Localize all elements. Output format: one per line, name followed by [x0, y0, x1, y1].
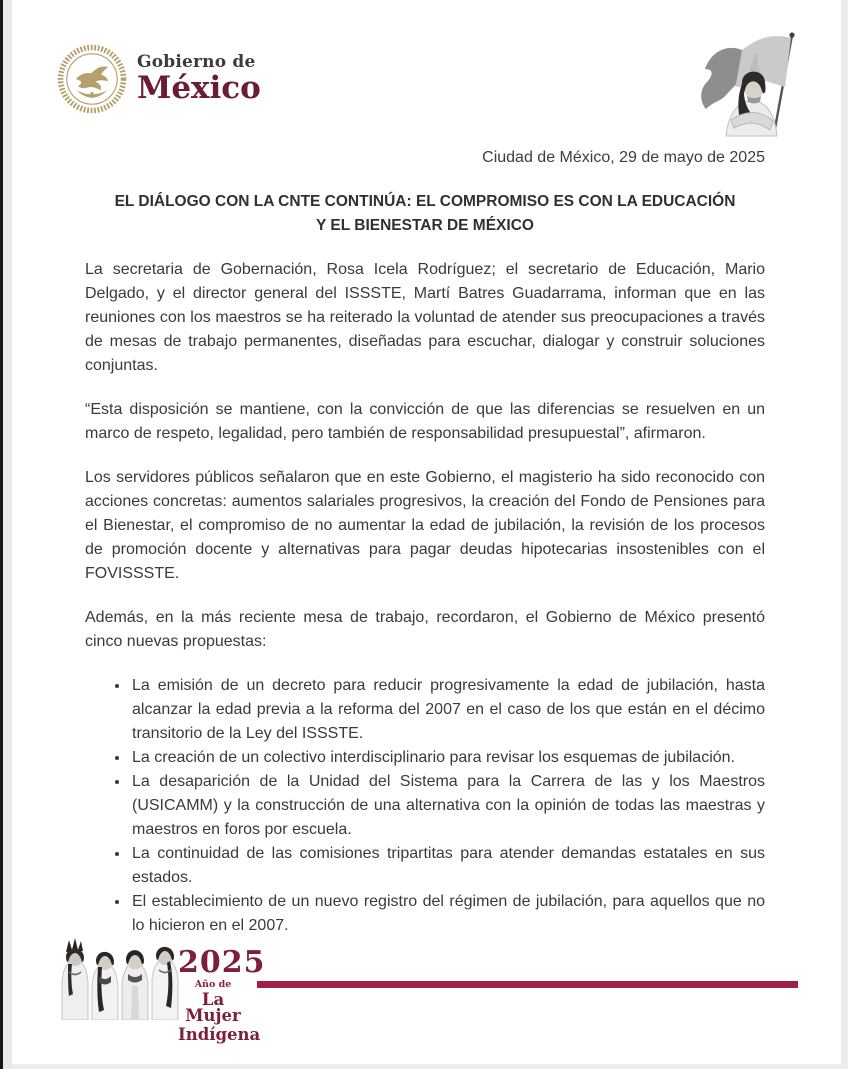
footer-2025-year-logo — [178, 945, 266, 1044]
footer-year-label: Año de — [194, 979, 232, 990]
gobierno-de-mexico-logo — [57, 44, 261, 114]
screenshot-right-gray-edge — [841, 0, 848, 1069]
proposal-item: • La continuidad de las comisiones tripartitas para atender demandas estatales en sus estados. — [130, 842, 765, 890]
title-line-2: Y EL BIENESTAR DE MÉXICO — [316, 217, 534, 234]
body-paragraphs — [85, 258, 765, 654]
logo-text-mexico: México — [137, 70, 261, 106]
body-paragraph: Además, en la más reciente mesa de trabajo, recordaron, el Gobierno de México presentó cinco nuevas propuestas: — [85, 609, 765, 650]
body-paragraph: La secretaria de Gobernación, Rosa Icela Rodríguez; el secretario de Educación, Mario Delgado, y el director general del ISSSTE, Martí Batres Guadarrama, informan que en las reuniones con los maestros se ha reiterado la voluntad de atender sus preocupaciones a través de mesas de trabajo permanentes, diseñadas para escuchar, dialogar y construir soluciones conjuntas. — [85, 261, 765, 374]
proposal-item: • La desaparición de la Unidad del Sistema para la Carrera de las y los Maestros (USICAMM) y la construcción de una alternativa con la opinión de todas las maestras y maestros en foros por escuela. — [130, 770, 765, 842]
footer-subject-line-2: Indígena — [178, 1024, 261, 1044]
footer-year: 2025 — [178, 945, 266, 980]
press-release-body — [85, 146, 765, 938]
screenshot-left-gray-edge — [3, 0, 12, 1069]
screenshot-bottom-gray-edge — [12, 1064, 841, 1069]
footer-subject-line-1: La Mujer — [185, 989, 241, 1025]
footer-divider-line — [257, 981, 798, 988]
proposal-item: • El establecimiento de un nuevo registro del régimen de jubilación, para aquellos que no lo hicieron en el 2007. — [130, 890, 765, 938]
press-release-title — [85, 190, 765, 238]
proposal-item: • La emisión de un decreto para reducir progresivamente la edad de jubilación, hasta alcanzar la edad previa a la reforma del 2007 en el caso de los que están en el décimo transitorio de la Ley del ISSSTE. — [130, 674, 765, 746]
four-indigenous-women-illustration — [56, 936, 188, 1020]
proposal-item: • La creación de un colectivo interdisciplinario para revisar los esquemas de jubilación. — [130, 746, 765, 770]
title-line-1: EL DIÁLOGO CON LA CNTE CONTINÚA: EL COMPROMISO ES CON LA EDUCACIÓN — [114, 193, 736, 210]
woman-with-mexican-flag-illustration — [695, 30, 807, 138]
mexican-national-seal-icon — [57, 44, 127, 114]
logo-text-gobierno-de: Gobierno de — [137, 52, 256, 72]
proposals-list — [85, 674, 765, 938]
body-paragraph: Los servidores públicos señalaron que en este Gobierno, el magisterio ha sido reconocido con acciones concretas: aumentos salariales progresivos, la creación del Fondo de Pensiones para el Bienestar, el compromiso de no aumentar la edad de jubilación, la revisión de los procesos de promoción docente y alternativas para pagar deudas hipotecarias insostenibles con el FOVISSSTE. — [85, 469, 765, 582]
body-paragraph: “Esta disposición se mantiene, con la convicción de que las diferencias se resuelven en un marco de respeto, legalidad, pero también de responsabilidad presupuestal”, afirmaron. — [85, 401, 765, 442]
dateline: Ciudad de México, 29 de mayo de 2025 — [482, 149, 765, 166]
